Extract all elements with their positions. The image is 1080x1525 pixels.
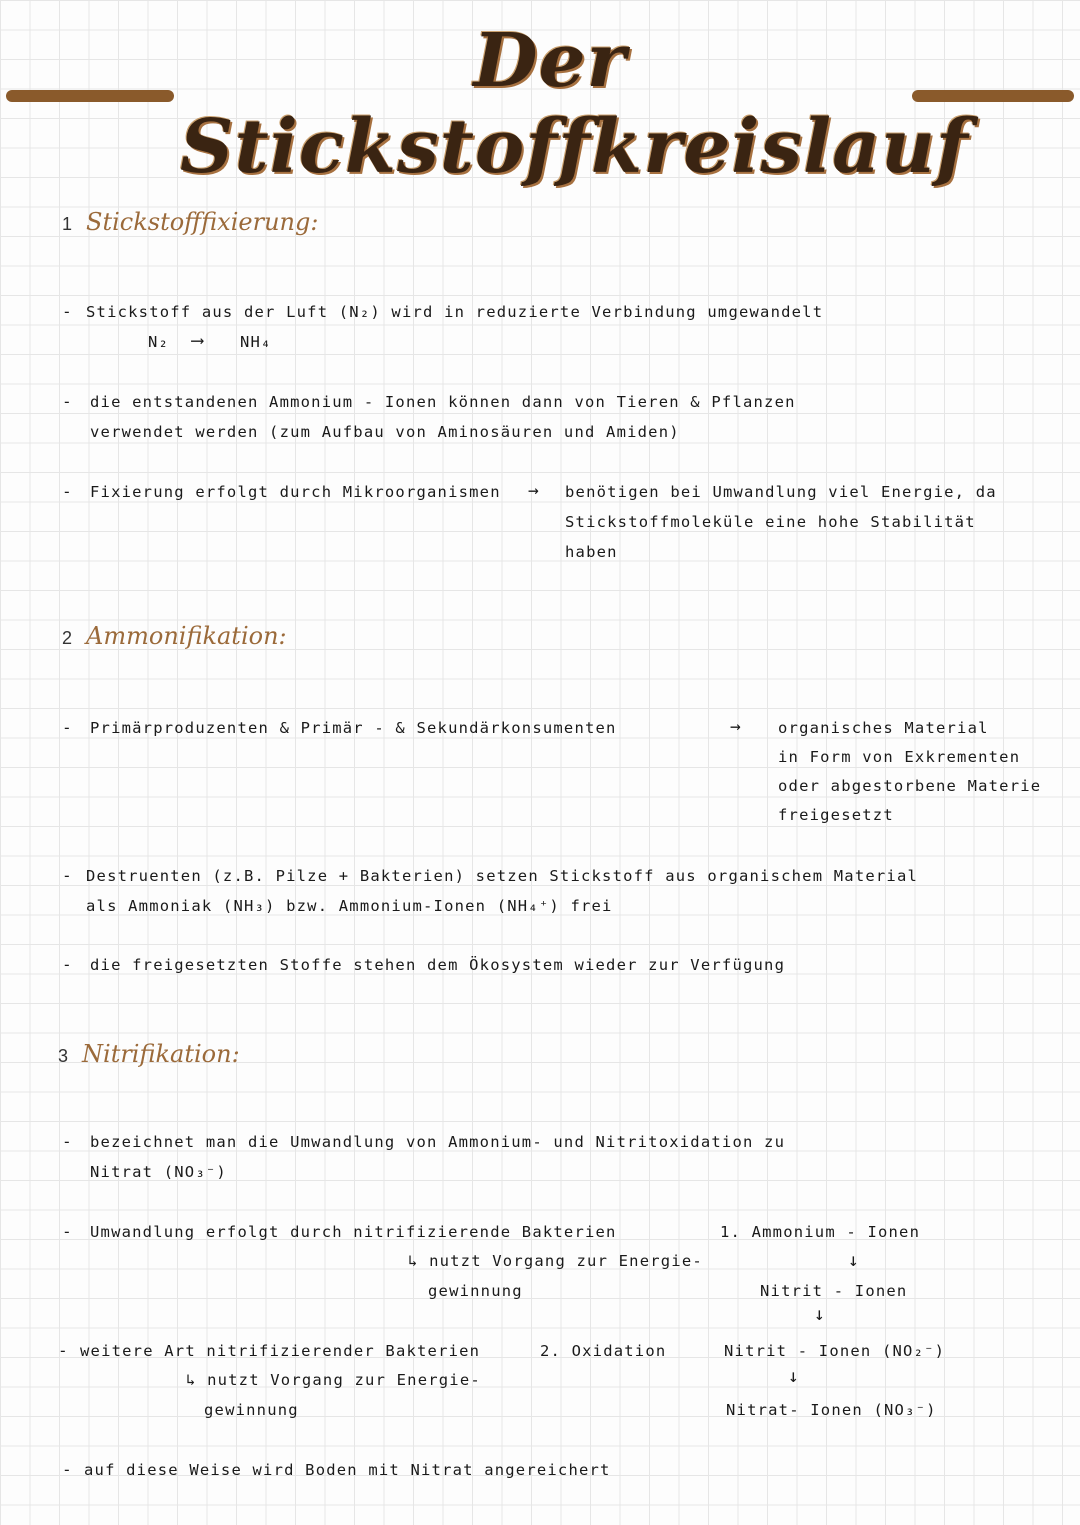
- diagram-step: Nitrat- Ionen (NO₃⁻): [726, 1401, 937, 1419]
- section-1-heading: 1 Stickstofffixierung:: [62, 208, 319, 236]
- title-bar-right: [912, 90, 1074, 102]
- section-3-line: Umwandlung erfolgt durch nitrifizierende Bakterien: [90, 1223, 617, 1241]
- formula-nh4: NH₄: [240, 333, 272, 351]
- arrow-down-icon: ↓: [814, 1304, 825, 1325]
- section-3-line: weitere Art nitrifizierender Bakterien: [80, 1342, 481, 1360]
- section-3-line: Nitrat (NO₃⁻): [90, 1163, 227, 1181]
- arrow-down-icon: ↓: [788, 1366, 799, 1387]
- section-1-line: Stickstoff aus der Luft (N₂) wird in reduzierte Verbindung umgewandelt: [86, 303, 824, 321]
- diagram-step: Nitrit - Ionen (NO₂⁻): [724, 1342, 946, 1360]
- section-2-line: organisches Material: [778, 719, 989, 737]
- section-3-heading: 3 Nitrifikation:: [58, 1040, 240, 1068]
- bullet-dash: -: [62, 302, 72, 321]
- bullet-dash: -: [62, 866, 72, 885]
- arrow-right-icon: →: [528, 480, 539, 501]
- page-title: Der Stickstoffkreislauf: [180, 18, 969, 190]
- section-1-line: verwendet werden (zum Aufbau von Aminosäuren und Amiden): [90, 423, 680, 441]
- section-3-line: bezeichnet man die Umwandlung von Ammonium- und Nitritoxidation zu: [90, 1133, 786, 1151]
- section-2-line: als Ammoniak (NH₃) bzw. Ammonium-Ionen (NH₄⁺) frei: [86, 897, 613, 915]
- bullet-dash: -: [62, 1132, 72, 1151]
- formula-n2: N₂: [148, 333, 170, 351]
- section-1-line: Stickstoffmoleküle eine hohe Stabilität: [565, 513, 976, 531]
- section-3-line: gewinnung: [428, 1282, 523, 1300]
- arrow-down-icon: ↓: [848, 1250, 859, 1271]
- section-2-line: Primärproduzenten & Primär - & Sekundärkonsumenten: [90, 719, 617, 737]
- section-2-line: Destruenten (z.B. Pilze + Bakterien) setzen Stickstoff aus organischem Material: [86, 867, 919, 885]
- bullet-dash: -: [62, 718, 72, 737]
- section-3-line: ↳ nutzt Vorgang zur Energie-: [408, 1252, 703, 1270]
- section-1-line: die entstandenen Ammonium - Ionen können dann von Tieren & Pflanzen: [90, 393, 796, 411]
- section-2-line: die freigesetzten Stoffe stehen dem Ökosystem wieder zur Verfügung: [90, 956, 786, 974]
- diagram-step: Nitrit - Ionen: [760, 1282, 908, 1300]
- bullet-dash: -: [62, 955, 72, 974]
- diagram-step: 1. Ammonium - Ionen: [720, 1223, 921, 1241]
- section-1-line: benötigen bei Umwandlung viel Energie, da: [565, 483, 997, 501]
- section-3-line: gewinnung: [204, 1401, 299, 1419]
- section-3-line: ↳ nutzt Vorgang zur Energie-: [186, 1371, 481, 1389]
- section-1-line: haben: [565, 543, 618, 561]
- arrow-right-icon: →: [730, 716, 741, 737]
- arrow-right-icon: ⟶: [192, 330, 203, 351]
- bullet-dash: -: [62, 392, 72, 411]
- section-1-line: Fixierung erfolgt durch Mikroorganismen: [90, 483, 501, 501]
- title-bar-left: [6, 90, 174, 102]
- bullet-dash: -: [62, 482, 72, 501]
- bullet-dash: -: [62, 1460, 72, 1479]
- section-2-line: in Form von Exkrementen: [778, 748, 1021, 766]
- section-2-line: freigesetzt: [778, 806, 894, 824]
- section-2-line: oder abgestorbene Materie: [778, 777, 1042, 795]
- diagram-step: 2. Oxidation: [540, 1342, 667, 1360]
- section-2-heading: 2 Ammonifikation:: [62, 622, 287, 650]
- bullet-dash: -: [58, 1341, 68, 1360]
- bullet-dash: -: [62, 1222, 72, 1241]
- section-3-line: auf diese Weise wird Boden mit Nitrat angereichert: [84, 1461, 611, 1479]
